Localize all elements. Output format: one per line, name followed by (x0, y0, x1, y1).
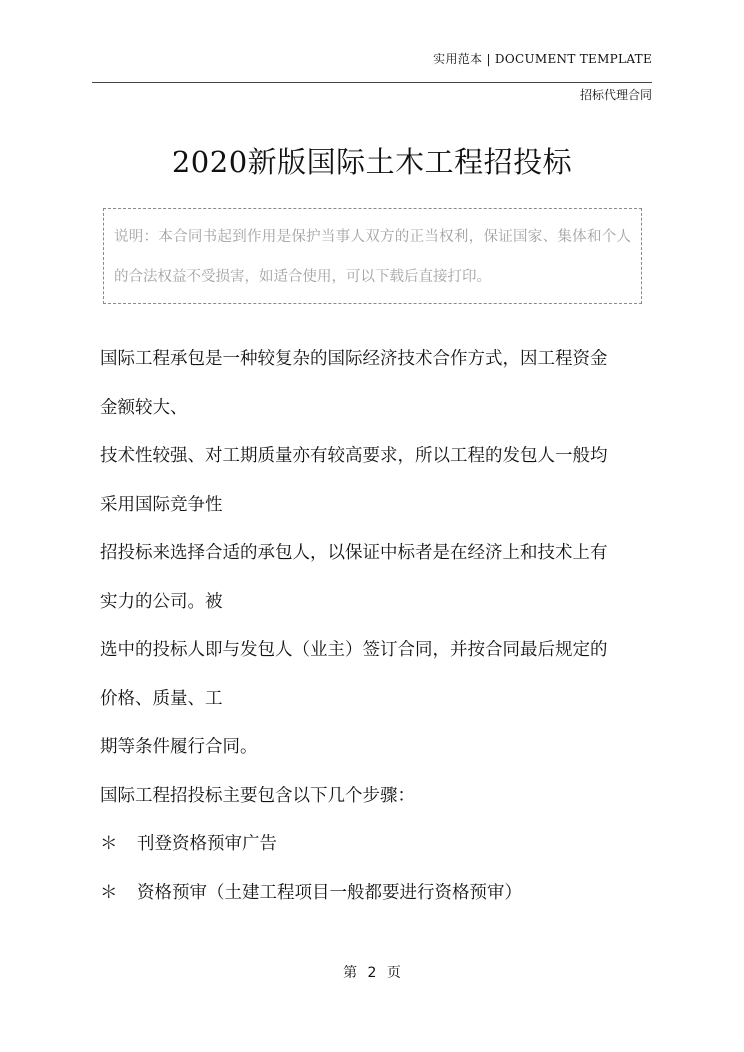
body-paragraph: 国际工程承包是一种较复杂的国际经济技术合作方式，因工程资金 (100, 349, 608, 369)
asterisk-bullet-icon: ＊ (100, 882, 118, 903)
page-suffix: 页 (386, 965, 401, 981)
body-paragraph: 期等条件履行合同。 (100, 737, 258, 757)
header-divider (92, 82, 652, 83)
bullet-text: 刊登资格预审广告 (137, 834, 277, 854)
page-prefix: 第 (343, 965, 358, 981)
document-body (100, 335, 650, 917)
body-paragraph: 实力的公司。被 (100, 591, 223, 612)
body-paragraph: 国际工程招投标主要包含以下几个步骤： (100, 785, 415, 806)
body-paragraph: 金额较大、 (100, 397, 188, 418)
bullet-item (100, 820, 650, 869)
body-paragraph: 技术性较强、对工期质量亦有较高要求，所以工程的发包人一般均 (100, 446, 608, 466)
body-paragraph: 选中的投标人即与发包人（业主）签订合同，并按合同最后规定的 (100, 640, 608, 660)
bullet-item (100, 869, 650, 918)
body-paragraph: 采用国际竞争性 (100, 494, 223, 515)
notice-box (103, 208, 642, 304)
document-title: 2020新版国际土木工程招投标 (171, 145, 573, 179)
body-paragraph: 招投标来选择合适的承包人，以保证中标者是在经济上和技术上有 (100, 543, 608, 563)
header-category: 招标代理合同 (579, 88, 652, 102)
body-paragraph: 价格、质量、工 (100, 688, 223, 709)
page-footer (0, 962, 744, 982)
notice-text: 说明：本合同书起到作用是保护当事人双方的正当权利，保证国家、集体和个人的合法权益不受损害，如适合使用，可以下载后直接打印。 (114, 229, 631, 285)
asterisk-bullet-icon: ＊ (100, 834, 118, 854)
bullet-text: 资格预审（土建工程项目一般都要进行资格预审） (137, 882, 522, 903)
header-document-template: 实用范本 | DOCUMENT TEMPLATE (433, 52, 652, 66)
page-number: 2 (367, 965, 377, 981)
